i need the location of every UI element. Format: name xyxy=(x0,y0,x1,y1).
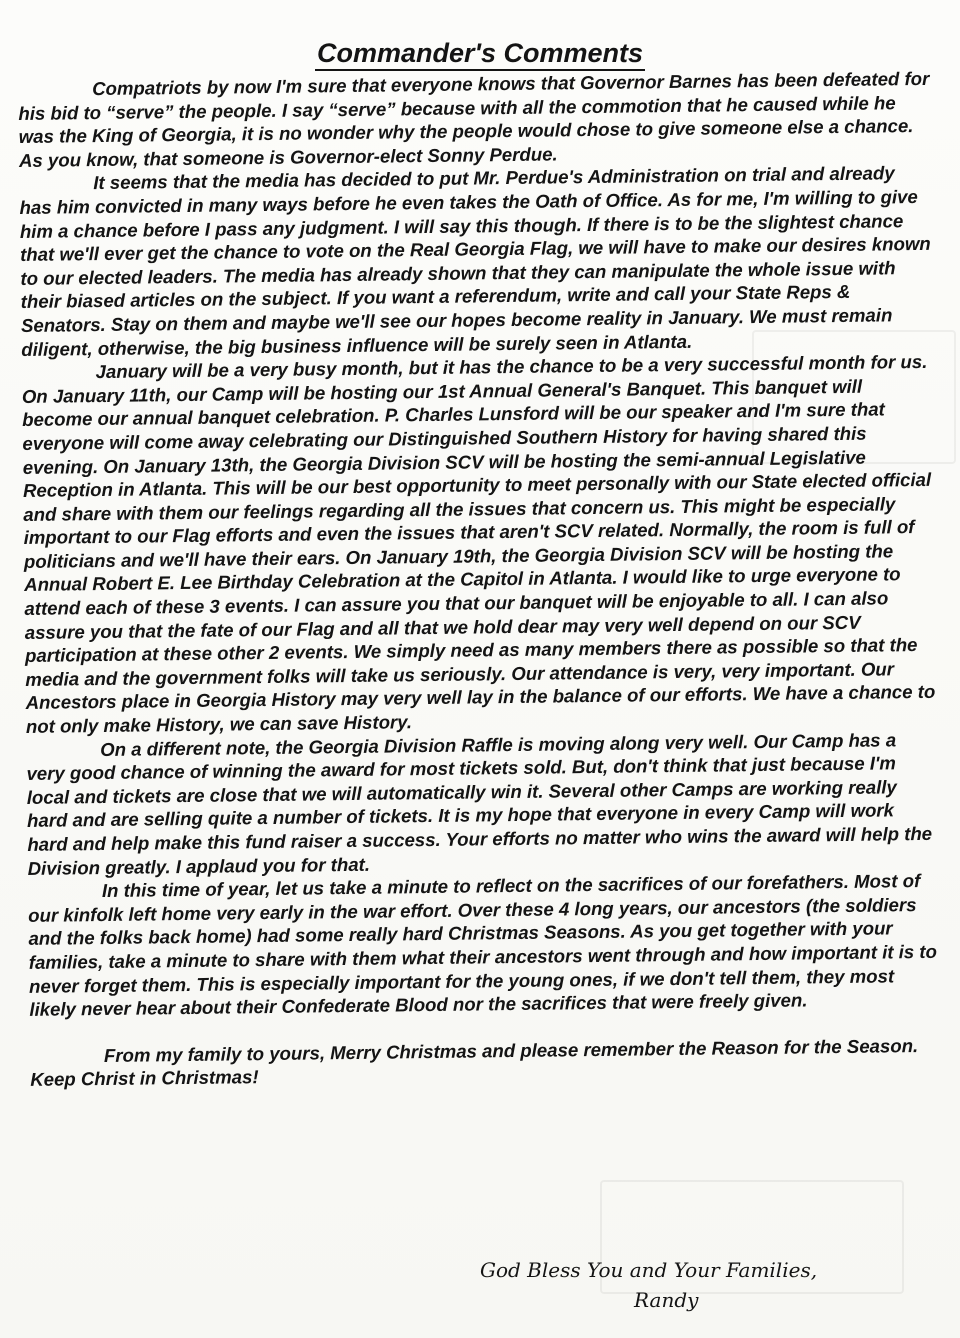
paragraph-3: January will be a very busy month, but it has the chance to be a very successful month for us. On January 11th, our Camp will be hosting our 1st Annual General's Banquet. This banquet will become our annual banquet celebration. P. Charles Lunsford will be our speaker and I'm sure that everyone will come away celebrating our Distinguished Southern History for having shared this evening. On January 13th, the Georgia Division SCV will be hosting the semi-annual Legislative Reception in Atlanta. This will be our best opportunity to meet personally with our State elected official and share with them our feelings regarding all the issues that concern us. This might be especially important to our Flag efforts and even the issues that aren't SCV related. Normally, the room is full of politicians and we'll have their ears. On January 19th, the Georgia Division SCV will be hosting the Annual Robert E. Lee Birthday Celebration at the Capitol in Atlanta. I would like to urge everyone to attend each of these 3 events. I can assure you that our banquet will be enjoyable to all. I can also assure you that the fate of our Flag and all that we hold dear may very well depend on our SCV participation at these other 2 events. We simply need as many members there as possible so that the media and the government folks will take us seriously. Our attendance is very, very important. Our Ancestors place in Georgia History may very well lay in the balance of our efforts. We have a chance to not only make History, we can save History. xyxy=(21,351,936,737)
paragraph-4: On a different note, the Georgia Division Raffle is moving along very well. Our Camp has a very good chance of winning the award for most tickets sold. But, don't think that just because I'm local and tickets are close that we will automatically win it. Several other Camps are working really hard and are selling quite a number of tickets. It is my hope that everyone in every Camp will work hard and help make this fund raiser a success. Your efforts no matter who wins the award will help the Division greatly. I applaud you for that. xyxy=(26,728,933,879)
article-body xyxy=(18,67,942,1092)
paragraph-2: It seems that the media has decided to put Mr. Perdue's Administration on trial and already has him convicted in many ways before he even takes the Oath of Office. As for me, I'm willing to give him a chance before I pass any judgment. I will say this though. If there is to be the slightest chance that we'll ever get the chance to vote on the Real Georgia Flag, we will have to make our desires known to our elected leaders. The media has already shown that they can manipulate the whole issue with their biased articles on the subject. If you want a referendum, write and call your State Reps & Senators. Stay on them and maybe we'll see our hopes become reality in January. We must remain diligent, otherwise, the big business influence will be surely seen in Atlanta. xyxy=(19,162,931,360)
paragraph-1: Compatriots by now I'm sure that everyone knows that Governor Barnes has been defeated for his bid to “serve” the people. I say “serve” because with all the commotion that he caused while he was the King of Georgia, it is no wonder why the people would chose to give someone else a chance. As you know, that someone is Governor-elect Sonny Perdue. xyxy=(18,67,930,171)
paragraph-6: From my family to yours, Merry Christmas and please remember the Reason for the Season. Keep Christ in Christmas! xyxy=(30,1034,919,1091)
page-title: Commander's Comments xyxy=(0,36,960,70)
closing-line: God Bless You and Your Families, xyxy=(480,1258,818,1282)
signature-name: Randy xyxy=(634,1288,699,1312)
signature-block xyxy=(480,1255,820,1315)
paragraph-5: In this time of year, let us take a minute to reflect on the sacrifices of our forefathers. Most of our kinfolk left home very early in the war effort. Over these 4 long years, our ancestors (the soldiers and the folks back home) had some really hard Christmas Seasons. As you get together with your families, take a minute to share with them what their ancestors went through and how important it is to never forget them. This is especially important for the young ones, if we don't tell them, they most likely never hear about their Confederate Blood nor the sacrifices that were freely given. xyxy=(28,870,937,1021)
